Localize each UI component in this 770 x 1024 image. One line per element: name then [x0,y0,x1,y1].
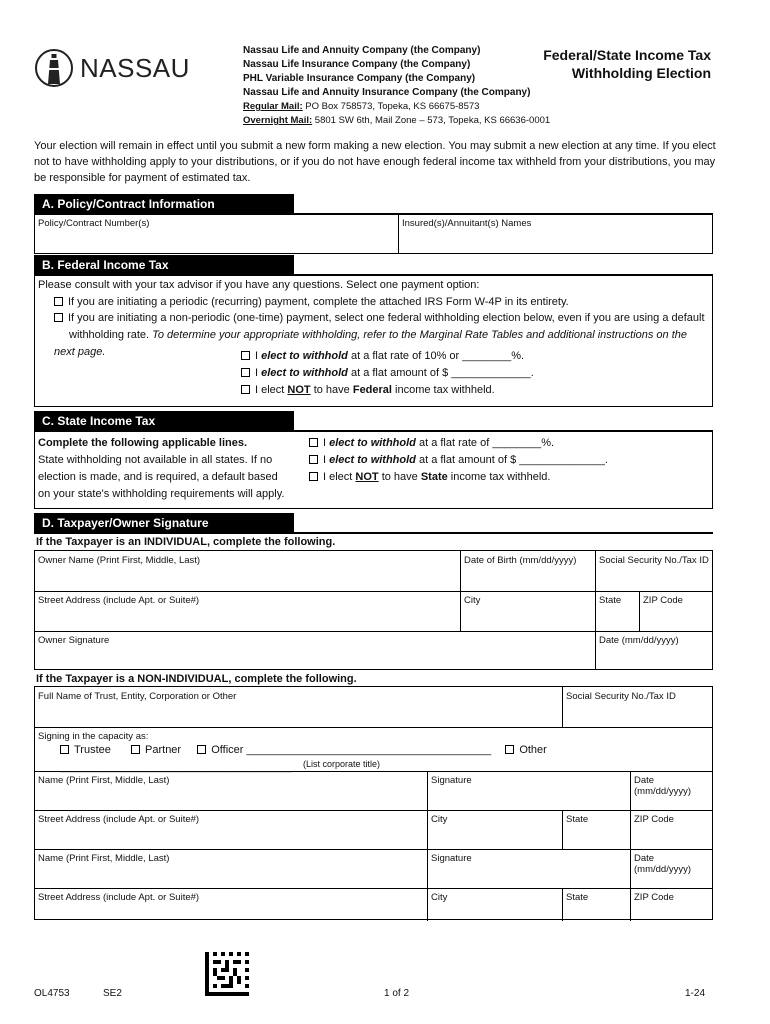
zip-field[interactable]: ZIP Code [634,892,674,903]
owner-name-field[interactable]: Owner Name (Print First, Middle, Last) [38,555,201,566]
city-field[interactable]: City [464,595,481,606]
partner-checkbox[interactable] [131,745,140,754]
date-field[interactable]: Date (mm/dd/yyyy) [634,775,691,797]
dob-field[interactable]: Date of Birth (mm/dd/yyyy) [464,555,577,566]
page-number: 1 of 2 [384,988,410,999]
section-a-header: A. Policy/Contract Information [34,194,294,214]
state-field[interactable]: State [599,595,622,606]
signature-field[interactable]: Signature [431,775,472,786]
officer-checkbox[interactable] [197,745,206,754]
date-field[interactable]: Date (mm/dd/yyyy) [634,853,691,875]
state-elect-rate: I elect to withhold at a flat rate of ________%. [309,435,554,452]
nassau-logo [34,46,214,90]
owner-signature-field[interactable]: Owner Signature [38,635,110,646]
policy-number-field[interactable]: Policy/Contract Number(s) [38,218,150,229]
state-amount-checkbox[interactable] [309,455,318,464]
date-field[interactable]: Date (mm/dd/yyyy) [599,635,679,646]
overnight-mail: Overnight Mail: 5801 SW 6th, Mail Zone – 573, Topeka, KS 66636-0001 [243,115,551,126]
state-rate-checkbox[interactable] [309,438,318,447]
nonindividual-heading: If the Taxpayer is a NON-INDIVIDUAL, complete the following. [36,673,357,685]
form-title: Federal/State Income Tax Withholding Election [543,47,711,81]
company-line: Nassau Life and Annuity Company (the Company) [243,45,481,56]
nonindividual-table [34,686,713,920]
federal-rate-checkbox[interactable] [241,351,250,360]
city-field[interactable]: City [431,814,448,825]
insured-names-field[interactable]: Insured(s)/Annuitant(s) Names [402,218,532,229]
capacity-label: Signing in the capacity as: [38,731,149,742]
regular-mail: Regular Mail: PO Box 758573, Topeka, KS 66675-8573 [243,101,480,112]
intro-text: Your election will remain in effect until you submit a new form making a new election. You may submit a new election at any time. If you elect not to have withholding apply to your distributions, or if you do not have enough federal income tax withheld from your distributions, you may be responsible for payment of estimated tax. [34,140,716,184]
form-number: OL4753 [34,988,70,999]
street-address-field[interactable]: Street Address (include Apt. or Suite#) [38,892,200,903]
federal-elect-rate: I elect to withhold at a flat rate of 10% or ________%. [241,348,524,365]
section-b-box [34,275,713,407]
street-address-field[interactable]: Street Address (include Apt. or Suite#) [38,595,200,606]
name-print-field[interactable]: Name (Print First, Middle, Last) [38,775,170,786]
section-c-box [34,431,713,509]
signature-field[interactable]: Signature [431,853,472,864]
company-line: Nassau Life and Annuity Insurance Company (the Company) [243,87,531,98]
state-elect-none: I elect NOT to have State income tax withheld. [309,469,550,486]
section-d-header: D. Taxpayer/Owner Signature [34,513,294,533]
federal-none-checkbox[interactable] [241,385,250,394]
section-rule [34,532,713,534]
state-field[interactable]: State [566,814,589,825]
zip-field[interactable]: ZIP Code [634,814,674,825]
federal-amount-checkbox[interactable] [241,368,250,377]
federal-instructions: Please consult with your tax advisor if you have any questions. Select one payment option: [38,279,480,291]
entity-ssn-field[interactable]: Social Security No./Tax ID [566,691,676,702]
name-print-field[interactable]: Name (Print First, Middle, Last) [38,853,170,864]
lighthouse-icon [34,46,74,90]
federal-elect-none: I elect NOT to have Federal income tax withheld. [241,382,495,399]
revision-date: 1-24 [685,988,706,999]
logo-text: NASSAU [80,53,190,83]
individual-heading: If the Taxpayer is an INDIVIDUAL, complete the following. [36,536,336,548]
street-address-field[interactable]: Street Address (include Apt. or Suite#) [38,814,200,825]
periodic-checkbox[interactable] [54,297,63,306]
trustee-checkbox[interactable] [60,745,69,754]
ssn-field[interactable]: Social Security No./Tax ID [599,555,709,566]
section-a-box [34,214,713,254]
section-b-header: B. Federal Income Tax [34,255,294,275]
federal-option-nonperiodic: If you are initiating a non-periodic (one-time) payment, select one federal withholding election below, even if you are using a default withholding rate. To determine your appropriate withholding, refer to the Marginal Rate Tables and additional instructions on the next page. [54,312,705,358]
company-line: Nassau Life Insurance Company (the Company) [243,59,471,70]
list-title-label: (List corporate title) [303,759,381,769]
nonperiodic-checkbox[interactable] [54,313,63,322]
section-c-header: C. State Income Tax [34,411,294,431]
barcode-icon [205,952,249,996]
company-line: PHL Variable Insurance Company (the Company) [243,73,476,84]
state-elect-amount: I elect to withhold at a flat amount of $ ______________. [309,452,608,469]
entity-name-field[interactable]: Full Name of Trust, Entity, Corporation or Other [38,691,237,702]
capacity-options: Trustee Partner Officer ________________________________________ Other ______________________________________ [60,744,547,773]
state-instructions: Complete the following applicable lines. State withholding not available in all states. If no election is made, and is required, a default based on your state's withholding requirements will apply. [38,437,285,500]
zip-field[interactable]: ZIP Code [643,595,683,606]
state-none-checkbox[interactable] [309,472,318,481]
city-field[interactable]: City [431,892,448,903]
other-checkbox[interactable] [505,745,514,754]
federal-option-periodic: If you are initiating a periodic (recurring) payment, complete the attached IRS Form W-4P in its entirety. [54,294,569,311]
state-field[interactable]: State [566,892,589,903]
form-suffix: SE2 [103,988,122,999]
individual-table [34,550,713,670]
federal-elect-amount: I elect to withhold at a flat amount of $ _____________. [241,365,534,382]
